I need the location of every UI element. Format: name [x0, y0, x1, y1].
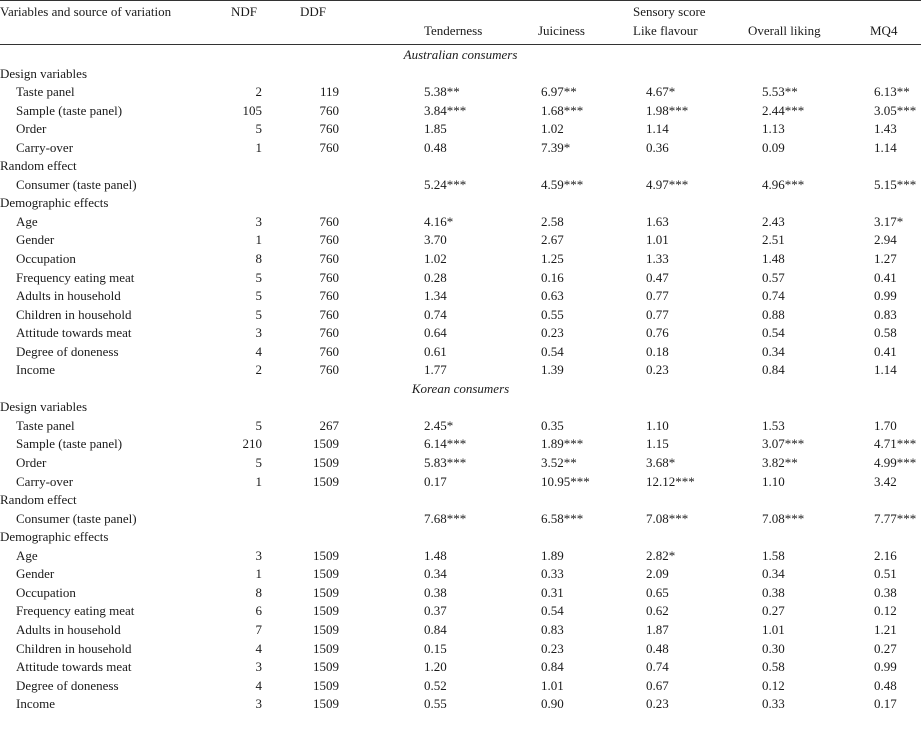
juiciness-cell: 0.54 — [541, 343, 564, 359]
juiciness-cell: 1.01 — [541, 677, 564, 693]
like-flavour-cell: 0.62 — [646, 603, 669, 619]
row-label: Degree of doneness — [16, 677, 119, 693]
tenderness-cell: 2.45* — [424, 417, 454, 433]
like-flavour-cell: 3.68* — [646, 455, 676, 471]
group-heading-row — [0, 398, 921, 417]
table-body — [0, 46, 921, 714]
juiciness-cell: 6.58*** — [541, 510, 584, 526]
header-sensory-score: Sensory score — [633, 4, 706, 19]
row-label: Gender — [16, 566, 55, 582]
mq4-cell: 0.27 — [874, 640, 897, 656]
ddf-cell: 1509 — [313, 696, 339, 712]
ndf-cell: 4 — [255, 640, 262, 656]
table-row — [0, 287, 921, 306]
tenderness-cell: 4.16* — [424, 213, 454, 229]
tenderness-cell: 0.52 — [424, 677, 447, 693]
ddf-cell: 1509 — [313, 547, 339, 563]
table-row — [0, 231, 921, 250]
table-row — [0, 547, 921, 566]
juiciness-cell: 0.55 — [541, 306, 564, 322]
row-label: Sample (taste panel) — [16, 436, 123, 452]
row-label: Degree of doneness — [16, 343, 119, 359]
overall-liking-cell: 1.10 — [762, 473, 785, 489]
mq4-cell: 0.58 — [874, 325, 897, 341]
tenderness-cell: 5.38** — [424, 84, 460, 100]
row-label: Income — [16, 696, 55, 712]
group-heading-row — [0, 491, 921, 510]
juiciness-cell: 10.95*** — [541, 473, 590, 489]
mq4-cell: 0.38 — [874, 584, 897, 600]
header-rule — [0, 44, 921, 45]
tenderness-cell: 0.84 — [424, 621, 447, 637]
juiciness-cell: 2.67 — [541, 232, 564, 248]
like-flavour-cell: 1.01 — [646, 232, 669, 248]
table-row — [0, 602, 921, 621]
tenderness-cell: 0.55 — [424, 696, 447, 712]
juiciness-cell: 0.90 — [541, 696, 564, 712]
row-label: Adults in household — [16, 621, 121, 637]
tenderness-cell: 3.84*** — [424, 102, 467, 118]
table-row — [0, 120, 921, 139]
like-flavour-cell: 4.67* — [646, 84, 676, 100]
group-heading-row — [0, 194, 921, 213]
group-heading: Random effect — [0, 492, 77, 508]
table-row — [0, 435, 921, 454]
mq4-cell: 0.83 — [874, 306, 897, 322]
row-label: Income — [16, 362, 55, 378]
ndf-cell: 1 — [255, 566, 262, 582]
overall-liking-cell: 0.12 — [762, 677, 785, 693]
ddf-cell: 760 — [319, 139, 339, 155]
overall-liking-cell: 3.82** — [762, 455, 798, 471]
row-label: Occupation — [16, 584, 76, 600]
overall-liking-cell: 0.74 — [762, 288, 785, 304]
ddf-cell: 760 — [319, 269, 339, 285]
overall-liking-cell: 1.53 — [762, 417, 785, 433]
table-row — [0, 510, 921, 529]
overall-liking-cell: 1.48 — [762, 251, 785, 267]
tenderness-cell: 7.68*** — [424, 510, 467, 526]
overall-liking-cell: 0.57 — [762, 269, 785, 285]
ndf-cell: 3 — [255, 547, 262, 563]
mq4-cell: 5.15*** — [874, 176, 917, 192]
mq4-cell: 0.41 — [874, 269, 897, 285]
like-flavour-cell: 1.15 — [646, 436, 669, 452]
like-flavour-cell: 1.87 — [646, 621, 669, 637]
juiciness-cell: 1.68*** — [541, 102, 584, 118]
like-flavour-cell: 0.36 — [646, 139, 669, 155]
ndf-cell: 2 — [255, 362, 262, 378]
row-label: Taste panel — [16, 417, 75, 433]
juiciness-cell: 0.83 — [541, 621, 564, 637]
like-flavour-cell: 4.97*** — [646, 176, 689, 192]
ndf-cell: 3 — [255, 325, 262, 341]
juiciness-cell: 0.31 — [541, 584, 564, 600]
tenderness-cell: 0.48 — [424, 139, 447, 155]
overall-liking-cell: 0.34 — [762, 566, 785, 582]
juiciness-cell: 0.63 — [541, 288, 564, 304]
tenderness-cell: 5.24*** — [424, 176, 467, 192]
ndf-cell: 1 — [255, 232, 262, 248]
ddf-cell: 1509 — [313, 621, 339, 637]
juiciness-cell: 0.54 — [541, 603, 564, 619]
ndf-cell: 3 — [255, 696, 262, 712]
mq4-cell: 1.14 — [874, 139, 897, 155]
mq4-cell: 0.12 — [874, 603, 897, 619]
overall-liking-cell: 0.54 — [762, 325, 785, 341]
like-flavour-cell: 0.65 — [646, 584, 669, 600]
mq4-cell: 2.94 — [874, 232, 897, 248]
section-heading-row — [0, 380, 921, 399]
like-flavour-cell: 0.48 — [646, 640, 669, 656]
header-juiciness: Juiciness — [538, 23, 585, 38]
like-flavour-cell: 0.77 — [646, 288, 669, 304]
ndf-cell: 1 — [255, 473, 262, 489]
row-label: Adults in household — [16, 288, 121, 304]
ndf-cell: 4 — [255, 343, 262, 359]
table-header — [0, 0, 921, 42]
ddf-cell: 760 — [319, 213, 339, 229]
tenderness-cell: 0.61 — [424, 343, 447, 359]
like-flavour-cell: 0.23 — [646, 696, 669, 712]
tenderness-cell: 3.70 — [424, 232, 447, 248]
ndf-cell: 8 — [255, 251, 262, 267]
ndf-cell: 4 — [255, 677, 262, 693]
table-row — [0, 324, 921, 343]
ndf-cell: 8 — [255, 584, 262, 600]
overall-liking-cell: 0.38 — [762, 584, 785, 600]
table-row — [0, 658, 921, 677]
juiciness-cell: 1.02 — [541, 121, 564, 137]
row-label: Gender — [16, 232, 55, 248]
mq4-cell: 3.17* — [874, 213, 904, 229]
overall-liking-cell: 1.58 — [762, 547, 785, 563]
row-label: Order — [16, 121, 47, 137]
like-flavour-cell: 0.18 — [646, 343, 669, 359]
juiciness-cell: 0.23 — [541, 325, 564, 341]
juiciness-cell: 0.33 — [541, 566, 564, 582]
overall-liking-cell: 0.84 — [762, 362, 785, 378]
group-heading: Design variables — [0, 399, 88, 415]
juiciness-cell: 1.89*** — [541, 436, 584, 452]
like-flavour-cell: 2.09 — [646, 566, 669, 582]
juiciness-cell: 1.39 — [541, 362, 564, 378]
table-row — [0, 473, 921, 492]
mq4-cell: 7.77*** — [874, 510, 917, 526]
like-flavour-cell: 7.08*** — [646, 510, 689, 526]
group-heading-row — [0, 528, 921, 547]
like-flavour-cell: 1.33 — [646, 251, 669, 267]
like-flavour-cell: 1.14 — [646, 121, 669, 137]
tenderness-cell: 1.77 — [424, 362, 447, 378]
row-label: Frequency eating meat — [16, 603, 135, 619]
row-label: Age — [16, 547, 38, 563]
ddf-cell: 760 — [319, 232, 339, 248]
juiciness-cell: 0.84 — [541, 659, 564, 675]
mq4-cell: 6.13** — [874, 84, 910, 100]
group-heading: Demographic effects — [0, 195, 109, 211]
ndf-cell: 5 — [255, 121, 262, 137]
ddf-cell: 760 — [319, 102, 339, 118]
overall-liking-cell: 2.43 — [762, 213, 785, 229]
table-row — [0, 306, 921, 325]
section-heading: Australian consumers — [403, 47, 518, 62]
header-mq4: MQ4 — [870, 23, 898, 38]
row-label: Frequency eating meat — [16, 269, 135, 285]
ddf-cell: 760 — [319, 251, 339, 267]
mq4-cell: 0.51 — [874, 566, 897, 582]
juiciness-cell: 0.16 — [541, 269, 564, 285]
header-ndf: NDF — [231, 4, 258, 19]
juiciness-cell: 7.39* — [541, 139, 571, 155]
mq4-cell: 3.42 — [874, 473, 897, 489]
ddf-cell: 760 — [319, 121, 339, 137]
overall-liking-cell: 2.44*** — [762, 102, 805, 118]
row-label: Children in household — [16, 306, 132, 322]
mq4-cell: 0.99 — [874, 659, 897, 675]
mq4-cell: 0.99 — [874, 288, 897, 304]
tenderness-cell: 0.28 — [424, 269, 447, 285]
row-label: Taste panel — [16, 84, 75, 100]
ddf-cell: 1509 — [313, 640, 339, 656]
mq4-cell: 4.99*** — [874, 455, 917, 471]
ndf-cell: 105 — [242, 102, 262, 118]
section-heading: Korean consumers — [411, 380, 510, 396]
overall-liking-cell: 0.27 — [762, 603, 785, 619]
tenderness-cell: 0.38 — [424, 584, 447, 600]
ndf-cell: 5 — [255, 455, 262, 471]
group-heading-row — [0, 157, 921, 176]
mq4-cell: 4.71*** — [874, 436, 917, 452]
tenderness-cell: 0.15 — [424, 640, 447, 656]
table-row — [0, 250, 921, 269]
ddf-cell: 760 — [319, 288, 339, 304]
ddf-cell: 1509 — [313, 473, 339, 489]
row-label: Occupation — [16, 251, 76, 267]
mq4-cell: 1.14 — [874, 362, 897, 378]
ddf-cell: 1509 — [313, 677, 339, 693]
header-tenderness: Tenderness — [424, 23, 483, 38]
juiciness-cell: 0.35 — [541, 417, 564, 433]
like-flavour-cell: 0.47 — [646, 269, 669, 285]
tenderness-cell: 1.02 — [424, 251, 447, 267]
tenderness-cell: 0.64 — [424, 325, 447, 341]
table-row — [0, 677, 921, 696]
mq4-cell: 1.21 — [874, 621, 897, 637]
ddf-cell: 760 — [319, 362, 339, 378]
ddf-cell: 1509 — [313, 455, 339, 471]
juiciness-cell: 3.52** — [541, 455, 577, 471]
overall-liking-cell: 0.30 — [762, 640, 785, 656]
table-row — [0, 102, 921, 121]
overall-liking-cell: 0.09 — [762, 139, 785, 155]
ndf-cell: 5 — [255, 269, 262, 285]
overall-liking-cell: 2.51 — [762, 232, 785, 248]
like-flavour-cell: 1.63 — [646, 213, 669, 229]
header-overall-liking: Overall liking — [748, 23, 821, 38]
row-label: Attitude towards meat — [16, 659, 132, 675]
tenderness-cell: 0.37 — [424, 603, 447, 619]
row-label: Children in household — [16, 640, 132, 656]
ddf-cell: 1509 — [313, 659, 339, 675]
like-flavour-cell: 0.76 — [646, 325, 669, 341]
mq4-cell: 0.17 — [874, 696, 897, 712]
overall-liking-cell: 0.58 — [762, 659, 785, 675]
row-label: Consumer (taste panel) — [16, 510, 137, 526]
ddf-cell: 119 — [319, 84, 339, 100]
mq4-cell: 2.16 — [874, 547, 897, 563]
ndf-cell: 5 — [255, 306, 262, 322]
ddf-cell: 760 — [319, 343, 339, 359]
juiciness-cell: 6.97** — [541, 84, 577, 100]
ddf-cell: 1509 — [313, 584, 339, 600]
row-label: Age — [16, 213, 38, 229]
header-variables: Variables and source of variation — [0, 4, 172, 19]
section-heading-row — [0, 46, 921, 65]
table-row — [0, 139, 921, 158]
overall-liking-cell: 7.08*** — [762, 510, 805, 526]
ddf-cell: 1509 — [313, 603, 339, 619]
overall-liking-cell: 4.96*** — [762, 176, 805, 192]
table-row — [0, 565, 921, 584]
table-row — [0, 83, 921, 102]
mq4-cell: 1.70 — [874, 417, 897, 433]
table-row — [0, 584, 921, 603]
juiciness-cell: 1.89 — [541, 547, 564, 563]
table-row — [0, 417, 921, 436]
group-heading: Demographic effects — [0, 529, 109, 545]
row-label: Carry-over — [16, 473, 74, 489]
juiciness-cell: 1.25 — [541, 251, 564, 267]
like-flavour-cell: 12.12*** — [646, 473, 695, 489]
group-heading: Design variables — [0, 65, 88, 81]
ndf-cell: 2 — [255, 84, 262, 100]
ndf-cell: 5 — [255, 288, 262, 304]
table-row — [0, 640, 921, 659]
overall-liking-cell: 0.88 — [762, 306, 785, 322]
row-label: Consumer (taste panel) — [16, 176, 137, 192]
ndf-cell: 3 — [255, 659, 262, 675]
tenderness-cell: 5.83*** — [424, 455, 467, 471]
mq4-cell: 0.41 — [874, 343, 897, 359]
tenderness-cell: 1.34 — [424, 288, 447, 304]
ndf-cell: 5 — [255, 417, 262, 433]
group-heading: Random effect — [0, 158, 77, 174]
overall-liking-cell: 1.13 — [762, 121, 785, 137]
ddf-cell: 267 — [319, 417, 339, 433]
juiciness-cell: 2.58 — [541, 213, 564, 229]
table-row — [0, 621, 921, 640]
table-row — [0, 176, 921, 195]
ndf-cell: 3 — [255, 213, 262, 229]
like-flavour-cell: 2.82* — [646, 547, 676, 563]
table-row — [0, 454, 921, 473]
like-flavour-cell: 1.10 — [646, 417, 669, 433]
ddf-cell: 760 — [319, 325, 339, 341]
table-row — [0, 343, 921, 362]
ndf-cell: 1 — [255, 139, 262, 155]
ndf-cell: 7 — [255, 621, 262, 637]
table-row — [0, 269, 921, 288]
ddf-cell: 760 — [319, 306, 339, 322]
tenderness-cell: 0.17 — [424, 473, 447, 489]
mq4-cell: 1.43 — [874, 121, 897, 137]
juiciness-cell: 0.23 — [541, 640, 564, 656]
like-flavour-cell: 0.74 — [646, 659, 669, 675]
row-label: Carry-over — [16, 139, 74, 155]
group-heading-row — [0, 65, 921, 84]
overall-liking-cell: 3.07*** — [762, 436, 805, 452]
table-row — [0, 213, 921, 232]
like-flavour-cell: 0.77 — [646, 306, 669, 322]
overall-liking-cell: 0.33 — [762, 696, 785, 712]
like-flavour-cell: 0.23 — [646, 362, 669, 378]
overall-liking-cell: 1.01 — [762, 621, 785, 637]
tenderness-cell: 1.20 — [424, 659, 447, 675]
table-row — [0, 361, 921, 380]
ndf-cell: 210 — [242, 436, 262, 452]
like-flavour-cell: 1.98*** — [646, 102, 689, 118]
mq4-cell: 3.05*** — [874, 102, 917, 118]
ddf-cell: 1509 — [313, 436, 339, 452]
table-row — [0, 695, 921, 714]
tenderness-cell: 1.85 — [424, 121, 447, 137]
row-label: Attitude towards meat — [16, 325, 132, 341]
overall-liking-cell: 0.34 — [762, 343, 785, 359]
row-label: Sample (taste panel) — [16, 102, 123, 118]
header-ddf: DDF — [300, 4, 327, 19]
ndf-cell: 6 — [255, 603, 262, 619]
row-label: Order — [16, 455, 47, 471]
tenderness-cell: 1.48 — [424, 547, 447, 563]
mq4-cell: 1.27 — [874, 251, 897, 267]
ddf-cell: 1509 — [313, 566, 339, 582]
tenderness-cell: 0.34 — [424, 566, 447, 582]
tenderness-cell: 0.74 — [424, 306, 447, 322]
like-flavour-cell: 0.67 — [646, 677, 669, 693]
juiciness-cell: 4.59*** — [541, 176, 584, 192]
mq4-cell: 0.48 — [874, 677, 897, 693]
overall-liking-cell: 5.53** — [762, 84, 798, 100]
tenderness-cell: 6.14*** — [424, 436, 467, 452]
header-like-flavour: Like flavour — [633, 23, 698, 38]
